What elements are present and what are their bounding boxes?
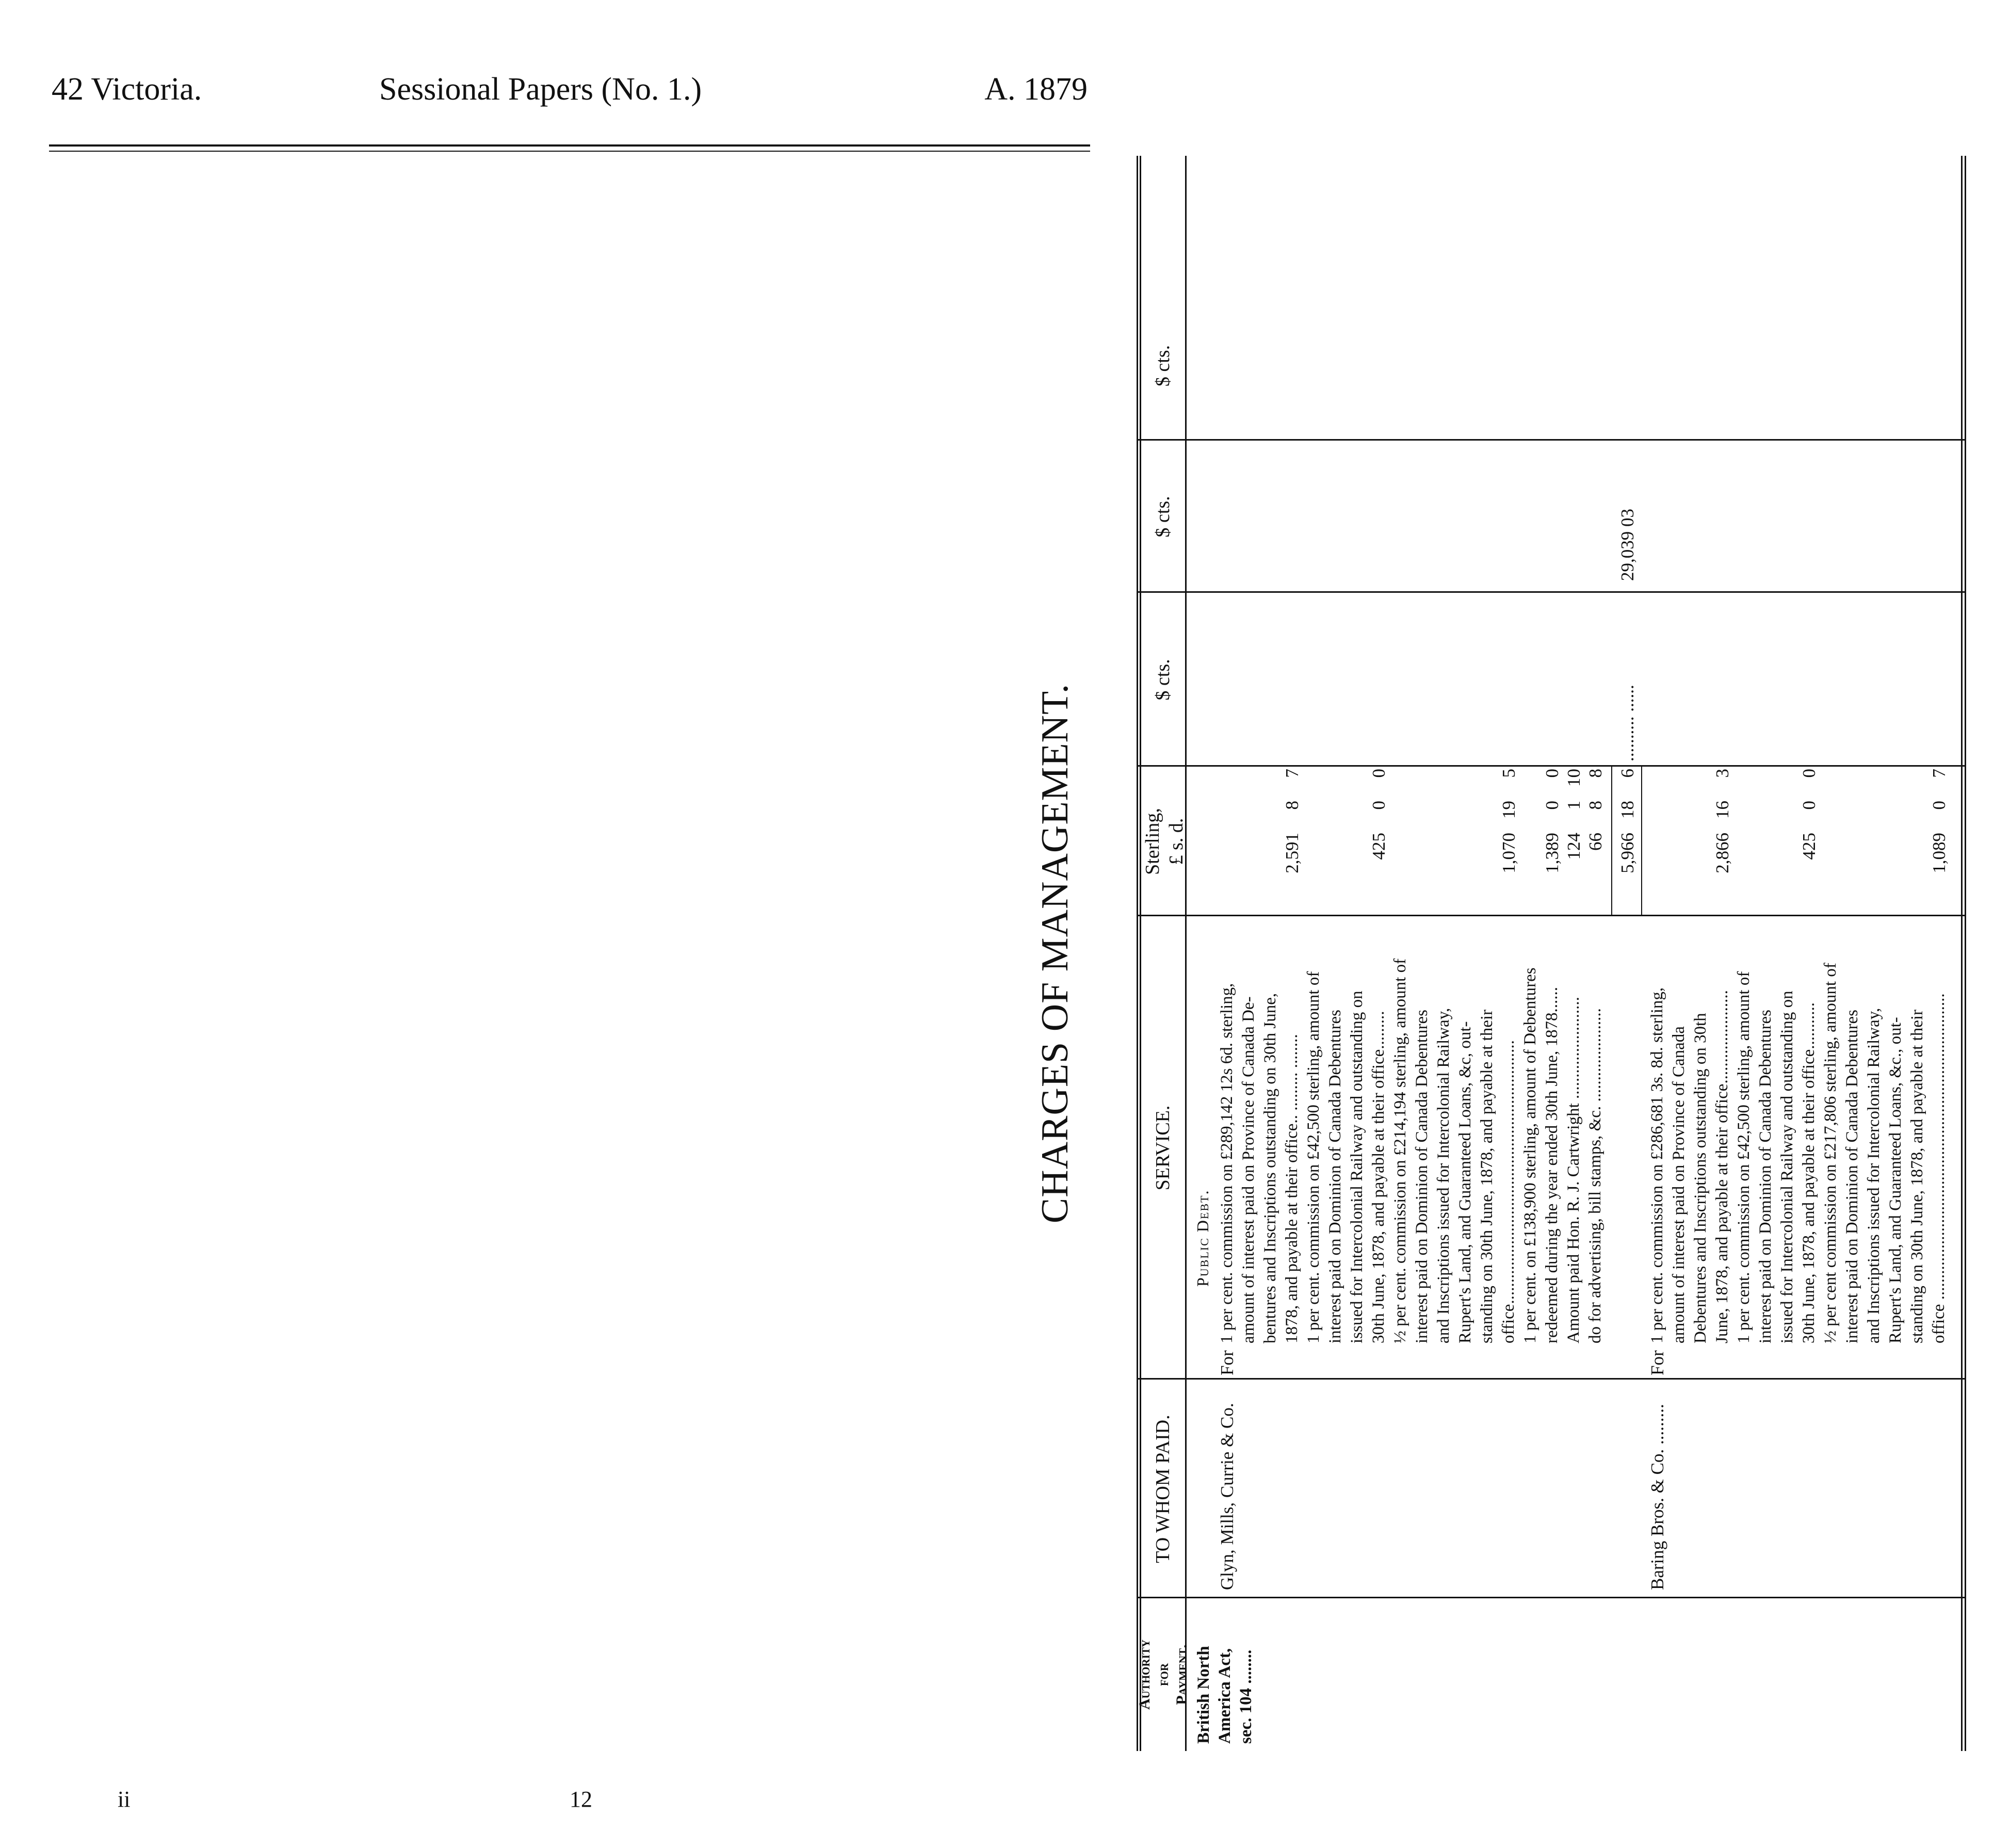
amount-row: 42500: [1799, 769, 1819, 860]
col-header-sterling: Sterling, £ s. d.: [1142, 808, 1187, 875]
table-left-border: [1137, 156, 1138, 1751]
table-left-border-2: [1140, 156, 1141, 1751]
dollar-total: 29,039 03: [1617, 509, 1638, 581]
table-right-border: [1961, 156, 1963, 1751]
col-header-authority: Authority for Payment.: [1136, 1639, 1190, 1710]
service-group-glyn: [1216, 920, 1606, 1343]
col-divider-authority: [1137, 1597, 1965, 1598]
service-entry: Amount paid Hon. R. J. Cartwright ........................: [1564, 997, 1583, 1343]
to-whom-glyn: Glyn, Mills, Currie & Co.: [1217, 1403, 1237, 1590]
amount-row: 1,070195: [1499, 769, 1519, 873]
authority-text: British North America Act, sec. 104 ........: [1194, 1646, 1255, 1744]
header-right: A. 1879: [984, 72, 1088, 107]
col-header-service: SERVICE.: [1152, 1105, 1174, 1191]
col-header-dollars-3: $ cts.: [1152, 345, 1174, 387]
amount-row: 2,866163: [1712, 769, 1732, 873]
section-heading: Public Debt.: [1193, 1189, 1212, 1287]
col-divider-service: [1137, 915, 1965, 916]
header-rule-thin: [49, 151, 1090, 152]
col-header-dollars-2: $ cts.: [1152, 496, 1174, 538]
to-whom-baring: Baring Bros. & Co. .........: [1647, 1404, 1667, 1590]
subtotal-leader: .......... ......: [1617, 685, 1638, 761]
service-entry: 1 per cent. on £138,900 sterling, amount of Debentures redeemed during the year ended 30th June, 1878......: [1521, 967, 1561, 1343]
service-entry: 1 per cent. commission on £286,681 3s. 8d. sterling, amount of interest paid on Province of Canada Debentures and Inscriptions outstanding on 30th June, 1878, and payable at their office......................: [1648, 987, 1731, 1343]
col-header-dollars-1: $ cts.: [1152, 659, 1174, 701]
amount-row: 124110: [1564, 769, 1584, 860]
service-entry: do for advertising, bill stamps, &c. ......................: [1586, 1008, 1604, 1343]
col-divider-dollars2: [1137, 439, 1965, 441]
for-label-glyn: For: [1217, 1350, 1237, 1375]
charges-table: [1029, 156, 1994, 1751]
service-entry: 1 per cent. commission on £42,500 sterling, amount of interest paid on Dominion of Canada Debentures issued for Intercolonial Railway and outstanding on 30th June, 1878, and payable at their office.........: [1304, 971, 1388, 1343]
service-entry: ½ per cent commission on £217,806 sterling, amount of interest paid on Dominion of Canada Debentures and Inscriptions issued for Intercolonial Railway, Rupert's Land, and Guaranteed Loans, &c., out- standing on 30th June, 1878, and payable at their office ........................................................................: [1821, 963, 1948, 1343]
col-divider-sterling: [1137, 765, 1965, 767]
header-left: 42 Victoria.: [52, 72, 202, 107]
page-title: CHARGES OF MANAGEMENT.: [1034, 683, 1076, 1224]
subtotal-sterling: 5,966186: [1617, 769, 1638, 873]
col-header-to-whom: TO WHOM PAID.: [1152, 1415, 1174, 1563]
footer-page-number: 12: [570, 1787, 592, 1812]
header-divider: [1185, 156, 1187, 1751]
col-divider-dollars1: [1137, 591, 1965, 593]
subtotal-rule: [1611, 767, 1612, 916]
subtotal-rule-bottom: [1641, 767, 1642, 916]
service-entry: ½ per cent. commission on £214,194 sterling, amount of interest paid on Dominion of Canada Debentures and Inscriptions issued for Intercolonial Railway, Rupert's Land, and Guaranteed Loans, &c, out- standing on 30th June, 1878, and payable at their office..............................................................: [1391, 958, 1518, 1343]
amount-row: 2,59187: [1282, 769, 1302, 873]
amount-row: 1,08907: [1929, 769, 1949, 873]
table-right-border-2: [1965, 156, 1966, 1751]
amount-row: 1,38900: [1542, 769, 1562, 873]
for-label-baring: For: [1647, 1350, 1667, 1375]
service-entry: 1 per cent. commission on £289,142 12s 6d. sterling, amount of interest paid on Province of Canada De- bentures and Inscriptions outstanding on 30th June, 1878, and payable at their office.. ......... ........: [1218, 983, 1301, 1343]
header-rule: [49, 144, 1090, 147]
amount-row: 6688: [1585, 769, 1606, 851]
service-entry: 1 per cent. commission on £42,500 sterling, amount of interest paid on Dominion of Canada Debentures issued for Intercolonial Railway and outstanding on 30th June, 1878, and payable at their office...........: [1734, 971, 1818, 1343]
service-group-baring: [1646, 920, 1950, 1343]
footer-roman-page: ii: [118, 1787, 131, 1812]
header-center: Sessional Papers (No. 1.): [379, 72, 702, 107]
amount-row: 42500: [1369, 769, 1389, 860]
col-divider-towhom: [1137, 1378, 1965, 1380]
